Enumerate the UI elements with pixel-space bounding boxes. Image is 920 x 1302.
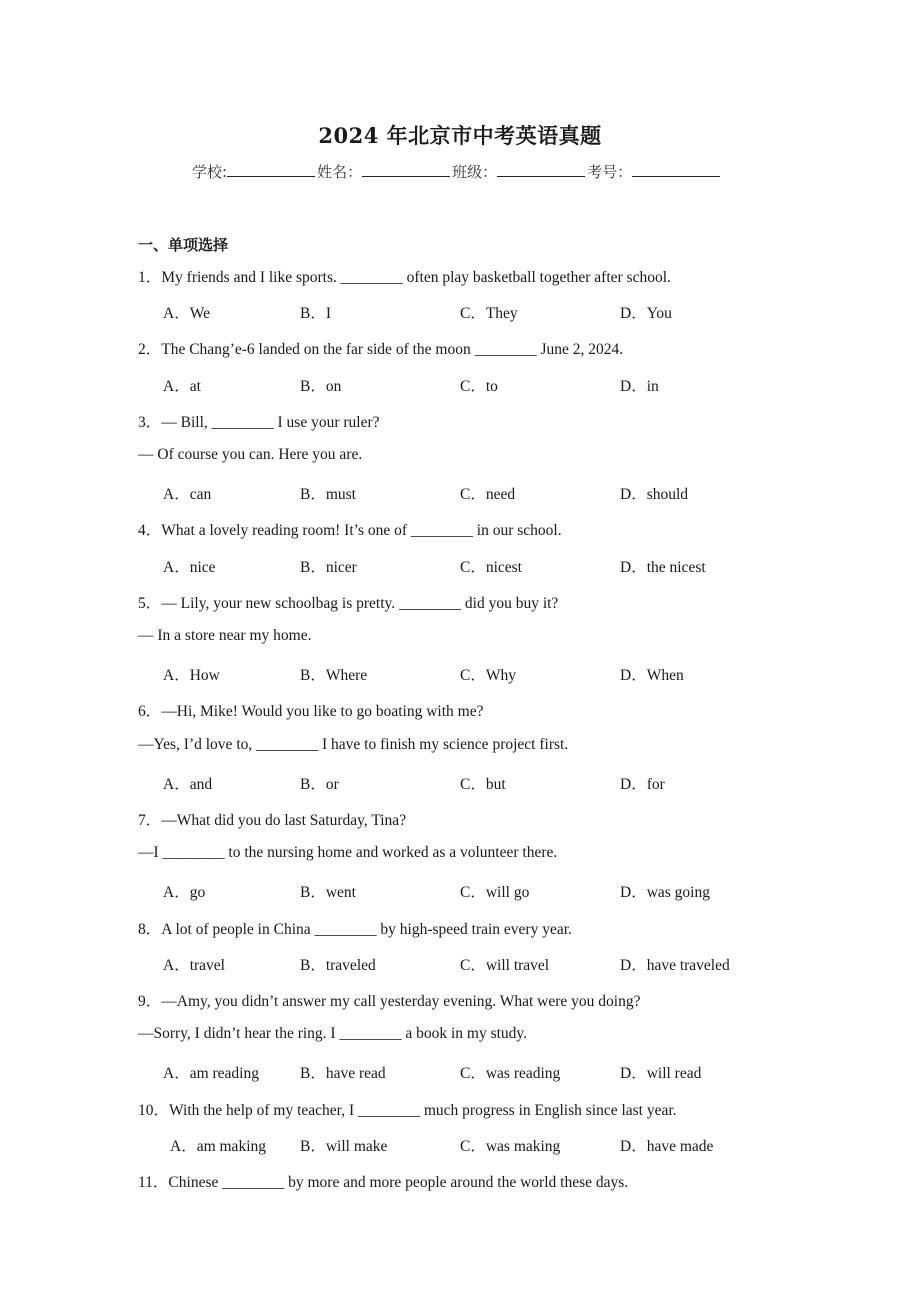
- exam-title: 2024 年北京市中考英语真题: [318, 123, 602, 148]
- option-c: C．was reading: [460, 1065, 561, 1083]
- option-d: D．should: [620, 486, 689, 504]
- option-d: D．will read: [620, 1065, 702, 1083]
- class-blank: [497, 162, 585, 177]
- question-text: 7．—What did you do last Saturday, Tina?: [138, 812, 407, 829]
- option-a: A．am reading: [163, 1065, 259, 1083]
- question-text: 8．A lot of people in China ________ by high-speed train every year.: [138, 920, 572, 938]
- option-c: C．need: [460, 486, 516, 504]
- option-a: A．go: [163, 884, 206, 902]
- question-text: 4．What a lovely reading room! It’s one of ________ in our school.: [138, 522, 562, 540]
- option-a: A．am making: [170, 1137, 266, 1155]
- option-a: A．How: [163, 667, 220, 685]
- option-b: B．on: [300, 377, 342, 395]
- option-c: C．will travel: [460, 956, 550, 974]
- option-d: D．When: [620, 667, 684, 685]
- question-text: 6．—Hi, Mike! Would you like to go boating with me?: [138, 703, 484, 721]
- question-text: 5．— Lily, your new schoolbag is pretty. ________ did you buy it?: [138, 594, 559, 612]
- question-text: 10．With the help of my teacher, I ________ much progress in English since last year.: [138, 1101, 677, 1119]
- question-text: 2．The Chang’e-6 landed on the far side of the moon ________ June 2, 2024.: [138, 341, 624, 359]
- option-a: A．can: [163, 486, 212, 504]
- option-d: D．You: [620, 305, 672, 323]
- name-label: 姓名：: [317, 163, 363, 181]
- option-b: B．went: [300, 884, 356, 902]
- option-a: A．We: [163, 305, 210, 323]
- option-b: B．Where: [300, 667, 368, 685]
- question-text: 11．Chinese ________ by more and more people around the world these days.: [138, 1174, 629, 1191]
- section-heading: 一、单项选择: [138, 236, 229, 254]
- option-b: B．I: [300, 305, 332, 323]
- school-blank: [227, 162, 315, 177]
- option-b: B．will make: [300, 1137, 388, 1155]
- exam-number-field: [587, 161, 722, 182]
- option-c: C．but: [460, 775, 506, 793]
- option-b: B．have read: [300, 1065, 386, 1083]
- option-c: C．Why: [460, 667, 516, 685]
- question-text: —I ________ to the nursing home and worked as a volunteer there.: [138, 844, 558, 862]
- option-d: D．the nicest: [620, 558, 706, 576]
- option-c: C．They: [460, 305, 518, 323]
- question-text: —Yes, I’d love to, ________ I have to finish my science project first.: [138, 735, 569, 753]
- option-b: B．or: [300, 775, 339, 793]
- school-field: [192, 161, 317, 182]
- exam-number-blank: [632, 162, 720, 177]
- class-field: [452, 161, 587, 182]
- option-d: D．have traveled: [620, 956, 730, 974]
- question-text: — Of course you can. Here you are.: [138, 446, 363, 463]
- option-a: A．travel: [163, 956, 225, 974]
- option-a: A．and: [163, 775, 213, 793]
- exam-number-label: 考号：: [587, 163, 633, 181]
- option-d: D．have made: [620, 1137, 714, 1155]
- option-d: D．in: [620, 377, 659, 395]
- option-b: B．must: [300, 486, 356, 504]
- name-field: [317, 161, 452, 182]
- question-text: — In a store near my home.: [138, 627, 312, 644]
- student-info-line: [192, 161, 722, 182]
- option-d: D．was going: [620, 884, 710, 902]
- option-a: A．at: [163, 377, 201, 395]
- question-text: —Sorry, I didn’t hear the ring. I ________ a book in my study.: [138, 1025, 528, 1043]
- question-text: 3．— Bill, ________ I use your ruler?: [138, 413, 380, 431]
- question-text: 9．—Amy, you didn’t answer my call yesterday evening. What were you doing?: [138, 993, 641, 1010]
- option-c: C．was making: [460, 1137, 561, 1155]
- option-c: C．to: [460, 377, 498, 395]
- school-label: 学校:: [192, 163, 228, 181]
- option-b: B．nicer: [300, 558, 357, 576]
- option-b: B．traveled: [300, 956, 376, 974]
- option-c: C．nicest: [460, 558, 522, 576]
- name-blank: [362, 162, 450, 177]
- option-a: A．nice: [163, 558, 216, 576]
- class-label: 班级：: [452, 163, 498, 181]
- option-d: D．for: [620, 775, 665, 793]
- option-c: C．will go: [460, 884, 530, 902]
- question-text: 1．My friends and I like sports. ________ often play basketball together after school.: [138, 269, 671, 286]
